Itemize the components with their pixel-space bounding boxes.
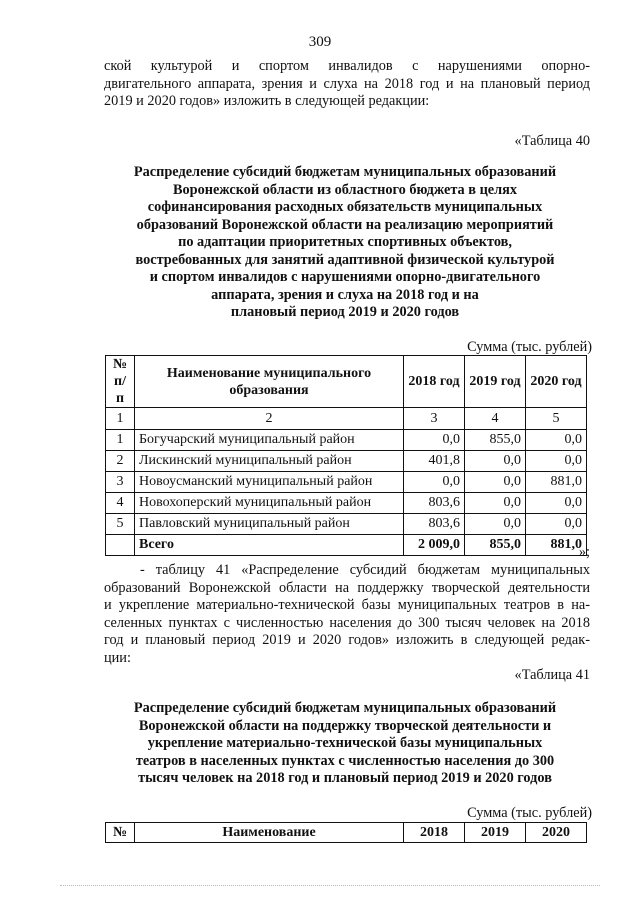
row-name: Павловский муниципальный район: [135, 514, 404, 535]
header-2018: 2018: [404, 823, 465, 843]
header-2020: 2020: [526, 823, 587, 843]
title-line: образований Воронежской области на реализацию мероприятий: [136, 216, 554, 233]
table-row: [106, 430, 587, 451]
table40-label: «Таблица 40: [514, 133, 590, 149]
row-num: 2: [106, 451, 135, 472]
header-2018: 2018 год: [404, 356, 465, 408]
index-row: [106, 408, 587, 430]
total-label: Всего: [135, 535, 404, 556]
table-row: [106, 451, 587, 472]
table41: [105, 822, 587, 843]
row-num: 4: [106, 493, 135, 514]
table40-closing: »;: [578, 544, 590, 560]
index-cell: 4: [465, 408, 526, 430]
title-line: софинансирования расходных обязательств муниципальных: [147, 199, 543, 215]
row-2020: 881,0: [526, 472, 587, 493]
middle-line: ции:: [104, 649, 131, 666]
total-2018: 2 009,0: [404, 535, 465, 556]
middle-line: образований Воронежской области на поддержку творческой деятельности: [104, 579, 590, 596]
row-num: 5: [106, 514, 135, 535]
intro-line: ской культурой и спортом инвалидов с нарушениями опорно-: [104, 58, 590, 74]
header-name: Наименование муниципального образования: [135, 356, 404, 408]
title-line: укрепление материально-технической базы муниципальных: [147, 735, 543, 751]
title-line: востребованных для занятий адаптивной физической культурой: [135, 251, 555, 268]
middle-line: и укрепление материально-технической базы муниципальных театров в на-: [104, 597, 590, 613]
title-line: Распределение субсидий бюджетам муниципальных образований: [133, 164, 557, 180]
title-line: по адаптации приоритетных спортивных объектов,: [178, 234, 512, 250]
title-line: плановый период 2019 и 2020 годов: [230, 304, 460, 320]
index-cell: 5: [526, 408, 587, 430]
header-2020: 2020 год: [526, 356, 587, 408]
table-header-row: [106, 356, 587, 408]
header-num: № п/п: [106, 356, 135, 408]
row-2019: 0,0: [465, 514, 526, 535]
row-2019: 0,0: [465, 493, 526, 514]
row-2019: 855,0: [465, 430, 526, 451]
total-row: [106, 535, 587, 556]
table40-title: [90, 164, 600, 322]
scan-edge-line: [60, 885, 600, 887]
row-2019: 0,0: [465, 451, 526, 472]
row-name: Лискинский муниципальный район: [135, 451, 404, 472]
title-line: Распределение субсидий бюджетам муниципальных образований: [133, 700, 557, 716]
row-2018: 0,0: [404, 472, 465, 493]
index-cell: 2: [135, 408, 404, 430]
row-name: Богучарский муниципальный район: [135, 430, 404, 451]
table40-sum-note: Сумма (тыс. рублей): [467, 339, 592, 355]
table-row: [106, 493, 587, 514]
row-name: Новохоперский муниципальный район: [135, 493, 404, 514]
table41-title: [90, 700, 600, 788]
row-2018: 0,0: [404, 430, 465, 451]
table-row: [106, 514, 587, 535]
index-cell: 3: [404, 408, 465, 430]
title-line: тысяч человек на 2018 год и плановый период 2019 и 2020 годов: [138, 770, 552, 786]
row-2020: 0,0: [526, 493, 587, 514]
intro-line: 2019 и 2020 годов» изложить в следующей редакции:: [104, 93, 430, 109]
title-line: и спортом инвалидов с нарушениями опорно-двигательного: [149, 269, 541, 285]
header-2019: 2019 год: [465, 356, 526, 408]
title-line: Воронежской области из областного бюджета в целях: [172, 181, 518, 198]
row-2020: 0,0: [526, 514, 587, 535]
row-2018: 803,6: [404, 514, 465, 535]
total-2020: 881,0: [526, 535, 587, 556]
row-2020: 0,0: [526, 451, 587, 472]
row-num: 1: [106, 430, 135, 451]
middle-line: селенных пунктах с численностью населения до 300 тысяч человек на 2018: [104, 614, 590, 631]
table40: [105, 355, 587, 556]
table41-sum-note: Сумма (тыс. рублей): [467, 805, 592, 821]
table41-label: «Таблица 41: [514, 667, 590, 683]
middle-paragraph: [104, 562, 590, 667]
middle-line: - таблицу 41 «Распределение субсидий бюджетам муниципальных: [140, 562, 590, 578]
title-line: театров в населенных пунктах с численностью населения до 300: [135, 752, 555, 769]
row-2020: 0,0: [526, 430, 587, 451]
total-2019: 855,0: [465, 535, 526, 556]
page-number: 309: [308, 34, 332, 50]
title-line: аппарата, зрения и слуха на 2018 год и на: [211, 286, 479, 303]
row-2018: 401,8: [404, 451, 465, 472]
total-num: [106, 535, 135, 556]
header-2019: 2019: [465, 823, 526, 843]
row-name: Новоусманский муниципальный район: [135, 472, 404, 493]
header-name: Наименование: [135, 823, 404, 843]
header-num: №: [106, 823, 135, 843]
intro-paragraph: [104, 58, 590, 111]
index-cell: 1: [106, 408, 135, 430]
row-2019: 0,0: [465, 472, 526, 493]
table-row: [106, 472, 587, 493]
row-2018: 803,6: [404, 493, 465, 514]
title-line: Воронежской области на поддержку творческой деятельности и: [138, 717, 552, 734]
middle-line: год и плановый период 2019 и 2020 годов» изложить в следующей редак-: [104, 632, 590, 648]
table-header-row: [106, 823, 587, 843]
row-num: 3: [106, 472, 135, 493]
intro-line: двигательного аппарата, зрения и слуха на 2018 год и на плановый период: [104, 75, 590, 92]
